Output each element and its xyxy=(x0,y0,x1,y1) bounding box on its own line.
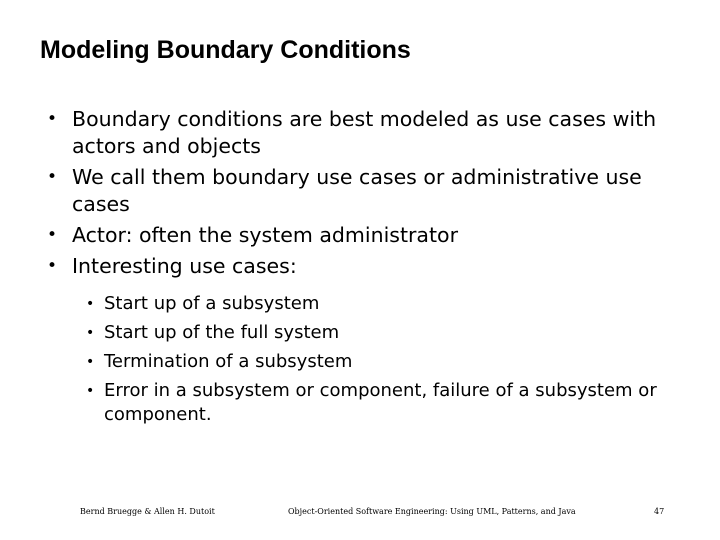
bullet-item: • Interesting use cases: xyxy=(47,253,687,280)
footer-page-number: 47 xyxy=(654,507,665,516)
slide-title: Modeling Boundary Conditions xyxy=(40,36,411,64)
bullet-item: • Actor: often the system administrator xyxy=(47,222,687,249)
bullet-item: • We call them boundary use cases or administrative use cases xyxy=(47,164,687,218)
sub-bullet-item: • Error in a subsystem or component, failure of a subsystem or component. xyxy=(86,379,666,427)
sub-bullet-list xyxy=(86,292,666,432)
sub-bullet-item: • Start up of the full system xyxy=(86,321,666,345)
sub-bullet-item: • Start up of a subsystem xyxy=(86,292,666,316)
footer-book-title: Object-Oriented Software Engineering: Using UML, Patterns, and Java xyxy=(288,507,576,516)
bullet-item: • Boundary conditions are best modeled as use cases with actors and objects xyxy=(47,106,687,160)
bullet-list xyxy=(47,106,687,284)
sub-bullet-item: • Termination of a subsystem xyxy=(86,350,666,374)
footer-authors: Bernd Bruegge & Allen H. Dutoit xyxy=(80,507,215,516)
